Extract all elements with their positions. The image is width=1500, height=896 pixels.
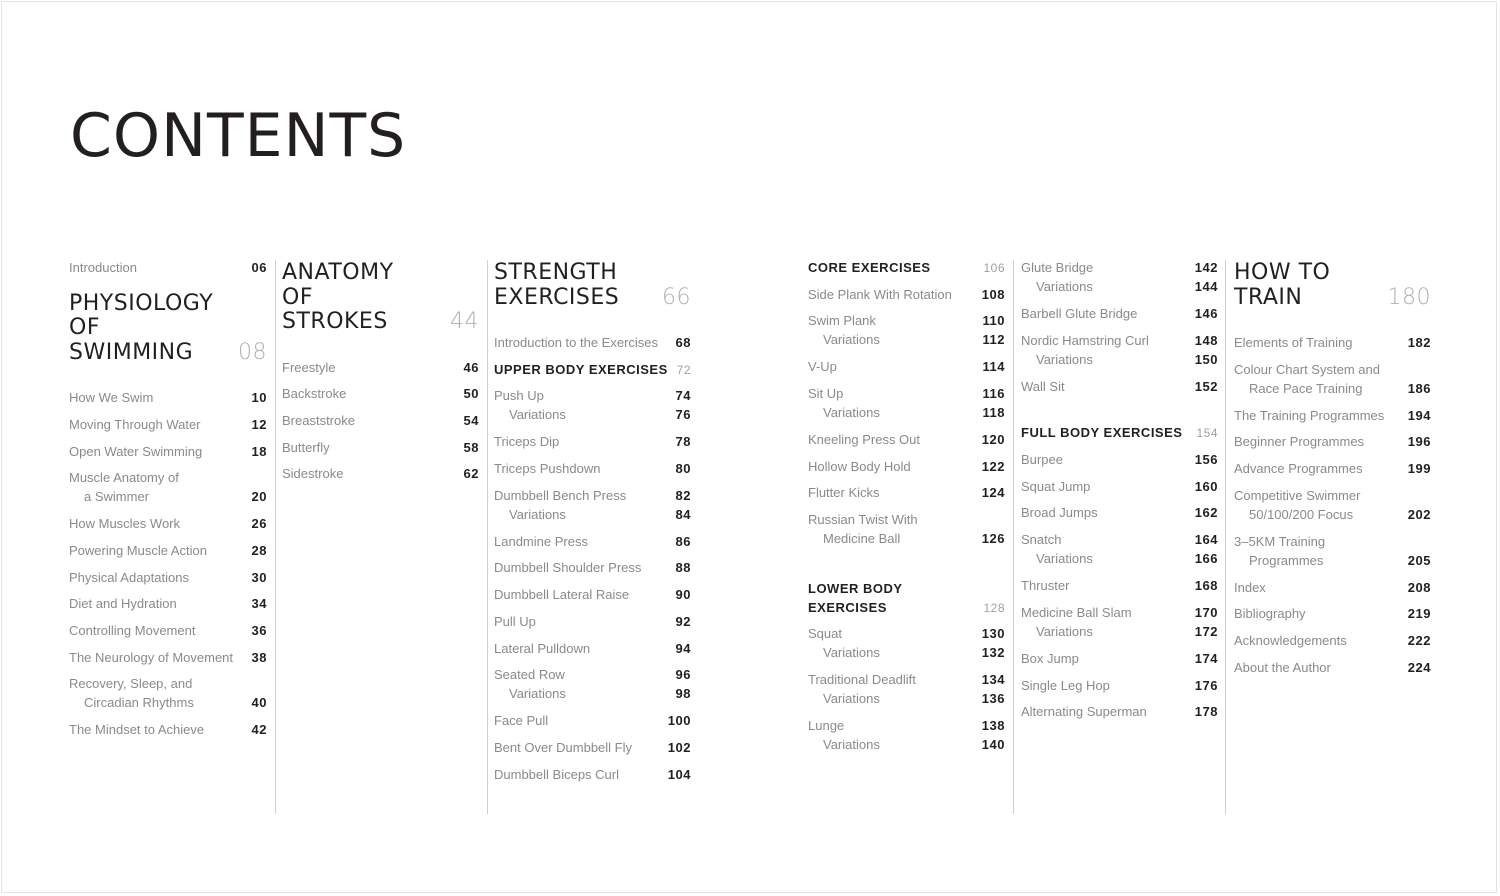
toc-entry-page: 194 xyxy=(1407,407,1431,423)
toc-entry-label: Competitive Swimmer xyxy=(1234,487,1361,503)
toc-entry-sublabel: Variations xyxy=(823,645,880,661)
toc-entry[interactable] xyxy=(1234,456,1431,483)
toc-entry-label: Traditional Deadlift xyxy=(808,672,916,688)
toc-entry-page: 110 xyxy=(982,313,1005,329)
toc-entry-page: 42 xyxy=(251,722,267,738)
toc-entry[interactable] xyxy=(494,555,691,582)
toc-entry-label: Pull Up xyxy=(494,613,536,629)
toc-entry[interactable] xyxy=(1021,500,1218,527)
section-title-line: STRENGTH xyxy=(494,260,618,285)
toc-entry-label: Lateral Pulldown xyxy=(494,640,591,656)
toc-entry-page: 162 xyxy=(1194,505,1218,521)
toc-entry-label: The Neurology of Movement xyxy=(69,649,234,665)
toc-entry-page: 40 xyxy=(251,695,267,711)
toc-entry-page: 116 xyxy=(982,386,1005,402)
toc-entry-label: Dumbbell Biceps Curl xyxy=(494,766,619,782)
toc-entry[interactable] xyxy=(1021,527,1218,573)
toc-entry-page: 186 xyxy=(1407,380,1431,396)
toc-list xyxy=(1021,255,1218,400)
toc-list xyxy=(1234,330,1431,682)
toc-entry-label: About the Author xyxy=(1234,659,1331,675)
toc-entry-page: 78 xyxy=(675,434,691,450)
toc-entry-sublabel: Circadian Rhythms xyxy=(84,695,194,711)
toc-entry-page: 130 xyxy=(981,626,1005,642)
toc-entry-label: Side Plank With Rotation xyxy=(808,286,952,302)
toc-entry-label: Butterfly xyxy=(282,439,330,455)
toc-entry-label: Physical Adaptations xyxy=(69,569,189,585)
toc-entry-sublabel: 50/100/200 Focus xyxy=(1249,506,1354,522)
toc-entry-page: 88 xyxy=(675,560,691,576)
toc-list xyxy=(808,621,1005,759)
toc-entry-page: 205 xyxy=(1407,552,1431,568)
subsection-title: LOWER BODY xyxy=(808,581,903,597)
toc-entry-label: Push Up xyxy=(494,388,544,404)
toc-entry-page: 100 xyxy=(667,713,691,729)
toc-entry-sublabel: Programmes xyxy=(1249,552,1324,568)
toc-entry-sublabel: Variations xyxy=(1036,623,1093,639)
subsection-title: FULL BODY EXERCISES xyxy=(1021,425,1183,441)
section-page: 08 xyxy=(238,339,267,365)
toc-entry-page: 18 xyxy=(251,443,267,459)
toc-entry-sublabel: Medicine Ball xyxy=(823,531,901,547)
toc-list xyxy=(494,383,691,788)
toc-entry-page: 34 xyxy=(251,596,267,612)
toc-entry-label: Alternating Superman xyxy=(1021,704,1147,720)
toc-entry[interactable] xyxy=(69,717,267,744)
toc-entry-page: 50 xyxy=(463,386,479,402)
toc-entry[interactable] xyxy=(494,582,691,609)
toc-entry-page: 90 xyxy=(675,587,691,603)
toc-entry-page: 146 xyxy=(1194,306,1218,321)
toc-column-strokes xyxy=(282,255,479,488)
toc-entry[interactable] xyxy=(69,385,267,412)
toc-entry-sublabel: Variations xyxy=(509,686,566,702)
toc-entry-label: The Training Programmes xyxy=(1234,407,1385,423)
toc-entry-page: 114 xyxy=(982,359,1005,375)
toc-entry-page: 58 xyxy=(463,439,479,455)
subsection-page: 106 xyxy=(983,261,1005,275)
toc-entry-page: 202 xyxy=(1407,506,1431,522)
toc-entry-page: 168 xyxy=(1194,578,1218,594)
toc-entry-page: 96 xyxy=(675,667,691,683)
toc-entry[interactable] xyxy=(808,282,1005,309)
toc-entry-page: 134 xyxy=(981,672,1005,688)
toc-entry-page: 76 xyxy=(675,407,691,423)
toc-entry-sublabel: Variations xyxy=(823,691,880,707)
toc-entry-page: 176 xyxy=(1194,677,1218,693)
toc-entry[interactable] xyxy=(494,735,691,762)
toc-entry-label: Snatch xyxy=(1021,532,1062,548)
toc-entry[interactable] xyxy=(1021,573,1218,600)
toc-entry[interactable] xyxy=(69,538,267,565)
toc-entry-label: Introduction xyxy=(69,260,137,275)
toc-entry[interactable] xyxy=(494,330,691,357)
toc-entry-page: 54 xyxy=(463,412,479,428)
toc-entry-label: Acknowledgements xyxy=(1234,633,1347,649)
toc-entry-page: 132 xyxy=(981,645,1005,661)
toc-entry-label: Single Leg Hop xyxy=(1021,677,1110,693)
toc-entry-page: 36 xyxy=(251,623,267,638)
column-divider xyxy=(1225,260,1226,814)
toc-entry-label: Hollow Body Hold xyxy=(808,458,911,474)
toc-entry-page: 142 xyxy=(1194,260,1218,275)
column-divider xyxy=(487,260,488,814)
toc-entry[interactable] xyxy=(808,354,1005,381)
toc-entry-page: 219 xyxy=(1407,606,1431,622)
toc-entry[interactable] xyxy=(808,713,1005,759)
toc-entry-label: Dumbbell Shoulder Press xyxy=(494,560,642,576)
toc-entry-page: 68 xyxy=(675,335,691,350)
section-title-line: SWIMMING xyxy=(69,339,194,365)
toc-entry-page: 112 xyxy=(982,332,1005,348)
subsection-page: 154 xyxy=(1196,426,1218,441)
toc-entry-page: 182 xyxy=(1407,335,1431,350)
toc-entry[interactable] xyxy=(1234,601,1431,628)
toc-entry[interactable] xyxy=(494,762,691,789)
toc-entry-page: 46 xyxy=(463,359,479,375)
toc-entry[interactable] xyxy=(494,383,691,429)
toc-entry-page: 28 xyxy=(251,542,267,558)
toc-column-train xyxy=(1234,255,1431,682)
toc-entry-label: Burpee xyxy=(1021,452,1063,468)
toc-entry-page: 26 xyxy=(251,516,267,532)
toc-entry[interactable] xyxy=(1021,374,1218,401)
toc-entry-page: 92 xyxy=(675,613,691,629)
toc-entry[interactable] xyxy=(1021,699,1218,726)
toc-entry-page: 138 xyxy=(981,718,1005,734)
toc-column-strength xyxy=(494,255,691,788)
toc-entry[interactable] xyxy=(494,529,691,556)
section-title-line: OF xyxy=(282,284,313,310)
toc-list xyxy=(808,282,1005,553)
toc-entry-label: Face Pull xyxy=(494,713,549,729)
section-title-line: HOW TO xyxy=(1234,260,1331,285)
toc-entry-label: Dumbbell Bench Press xyxy=(494,487,627,503)
section-title-line: ANATOMY xyxy=(282,260,394,285)
toc-entry-label: Advance Programmes xyxy=(1234,461,1363,477)
section-title-line: PHYSIOLOGY xyxy=(69,290,214,316)
toc-entry[interactable] xyxy=(808,480,1005,507)
toc-entry[interactable] xyxy=(69,511,267,538)
toc-entry-label: Muscle Anatomy of xyxy=(69,470,179,486)
toc-entry-label: Elements of Training xyxy=(1234,335,1353,350)
toc-entry-sublabel: Variations xyxy=(1036,279,1093,294)
toc-entry-page: 98 xyxy=(675,686,691,702)
toc-entry[interactable] xyxy=(1234,575,1431,602)
toc-entry-label: Colour Chart System and xyxy=(1234,361,1380,377)
toc-entry-label: Sidestroke xyxy=(282,466,344,482)
toc-entry-label: How We Swim xyxy=(69,390,154,406)
toc-entry[interactable] xyxy=(1021,328,1218,374)
toc-entry-label: Bibliography xyxy=(1234,606,1306,622)
toc-entry[interactable] xyxy=(69,255,267,282)
toc-entry-label: Triceps Pushdown xyxy=(494,461,601,477)
toc-entry[interactable] xyxy=(1234,483,1431,529)
toc-entry-label: Triceps Dip xyxy=(494,434,560,450)
toc-entry[interactable] xyxy=(1021,255,1218,301)
toc-entry[interactable] xyxy=(1234,628,1431,655)
toc-entry[interactable] xyxy=(69,671,267,717)
toc-entry-page: 06 xyxy=(251,260,267,275)
toc-column-physiology xyxy=(69,255,267,744)
toc-list xyxy=(1021,447,1218,726)
toc-entry[interactable] xyxy=(494,609,691,636)
toc-entry-label: Kneeling Press Out xyxy=(808,432,921,448)
toc-entry-page: 38 xyxy=(251,649,267,665)
toc-entry-page: 62 xyxy=(463,466,479,482)
section-title-line: OF xyxy=(69,315,100,341)
toc-entry-page: 102 xyxy=(667,739,691,755)
toc-entry[interactable] xyxy=(282,461,479,488)
toc-entry[interactable] xyxy=(1234,529,1431,575)
toc-entry-label: Open Water Swimming xyxy=(69,443,203,459)
section-heading[interactable] xyxy=(494,261,691,310)
toc-entry-page: 156 xyxy=(1194,452,1218,468)
toc-entry-page: 150 xyxy=(1194,351,1218,367)
toc-entry[interactable] xyxy=(1234,655,1431,682)
subsection-page: 72 xyxy=(676,362,691,377)
toc-entry-label: Moving Through Water xyxy=(69,416,201,432)
toc-entry-label: Freestyle xyxy=(282,359,336,375)
toc-entry-label: Squat Jump xyxy=(1021,478,1091,494)
toc-entry-label: Glute Bridge xyxy=(1021,260,1094,275)
toc-entry-page: 120 xyxy=(981,432,1005,448)
toc-entry-sublabel: Race Pace Training xyxy=(1249,380,1363,396)
section-page: 44 xyxy=(450,309,479,334)
toc-entry-label: Thruster xyxy=(1021,578,1070,594)
toc-entry[interactable] xyxy=(69,645,267,672)
toc-entry-label: Backstroke xyxy=(282,386,347,402)
toc-entry-sublabel: a Swimmer xyxy=(84,489,150,505)
toc-entry-page: 94 xyxy=(675,640,691,656)
toc-entry-label: Dumbbell Lateral Raise xyxy=(494,587,630,603)
toc-entry-page: 164 xyxy=(1194,532,1218,548)
page-title: CONTENTS xyxy=(70,101,407,171)
toc-entry-sublabel: Variations xyxy=(509,506,566,522)
toc-entry-page: 86 xyxy=(675,533,691,549)
toc-entry[interactable] xyxy=(494,429,691,456)
subsection-heading[interactable] xyxy=(808,575,1005,621)
toc-entry-label: Broad Jumps xyxy=(1021,505,1098,521)
toc-entry[interactable] xyxy=(69,591,267,618)
toc-entry-page: 208 xyxy=(1407,579,1431,595)
section-heading[interactable] xyxy=(282,261,479,335)
column-divider xyxy=(1013,260,1014,814)
toc-entry[interactable] xyxy=(1234,330,1431,357)
toc-entry[interactable] xyxy=(69,618,267,645)
toc-entry-page: 10 xyxy=(251,390,267,406)
toc-entry-page: 84 xyxy=(675,506,691,522)
toc-entry[interactable] xyxy=(282,435,479,462)
toc-entry[interactable] xyxy=(1021,301,1218,328)
section-title-line: EXERCISES xyxy=(494,284,620,310)
section-heading[interactable] xyxy=(1234,261,1431,310)
toc-entry[interactable] xyxy=(494,456,691,483)
toc-entry-page: 20 xyxy=(251,489,267,505)
toc-entry-page: 166 xyxy=(1194,551,1218,567)
subsection-heading[interactable] xyxy=(808,255,1005,282)
toc-entry[interactable] xyxy=(1234,403,1431,430)
toc-entry[interactable] xyxy=(494,483,691,529)
toc-entry-label: Powering Muscle Action xyxy=(69,542,208,558)
contents-page xyxy=(1,1,1497,893)
toc-entry-label: 3–5KM Training xyxy=(1234,533,1326,549)
toc-entry[interactable] xyxy=(808,427,1005,454)
toc-entry[interactable] xyxy=(808,308,1005,354)
toc-list xyxy=(282,355,479,488)
toc-entry-label: Introduction to the Exercises xyxy=(494,335,659,350)
toc-entry-label: Bent Over Dumbbell Fly xyxy=(494,739,632,755)
toc-entry-label: Recovery, Sleep, and xyxy=(69,676,193,692)
toc-entry[interactable] xyxy=(1234,357,1431,403)
toc-entry-page: 104 xyxy=(667,766,691,782)
toc-entry-label: Wall Sit xyxy=(1021,378,1065,394)
toc-entry-page: 74 xyxy=(675,388,691,404)
toc-entry-label: Swim Plank xyxy=(808,313,876,329)
subsection-title: EXERCISES xyxy=(808,600,887,616)
toc-entry-page: 148 xyxy=(1194,332,1218,348)
toc-entry[interactable] xyxy=(282,355,479,382)
toc-entry-label: Sit Up xyxy=(808,386,844,402)
section-title-line: TRAIN xyxy=(1234,284,1303,310)
toc-entry-page: 170 xyxy=(1194,604,1218,620)
section-page: 180 xyxy=(1387,284,1431,310)
toc-entry[interactable] xyxy=(494,662,691,708)
subsection-title: CORE EXERCISES xyxy=(808,260,931,275)
toc-entry-label: Russian Twist With xyxy=(808,512,918,528)
toc-entry-sublabel: Variations xyxy=(823,737,880,753)
subsection-page: 128 xyxy=(983,601,1005,616)
toc-entry-page: 82 xyxy=(675,487,691,503)
toc-entry[interactable] xyxy=(808,667,1005,713)
toc-entry-page: 30 xyxy=(251,569,267,585)
subsection-title: UPPER BODY EXERCISES xyxy=(494,361,668,377)
toc-column-core xyxy=(808,255,1005,759)
toc-entry[interactable] xyxy=(1021,673,1218,700)
toc-entry[interactable] xyxy=(69,565,267,592)
toc-entry-sublabel: Variations xyxy=(823,405,880,421)
section-page: 66 xyxy=(662,284,691,310)
toc-entry-sublabel: Variations xyxy=(1036,551,1093,567)
toc-entry-page: 126 xyxy=(981,531,1005,547)
toc-entry-page: 222 xyxy=(1407,633,1431,649)
toc-entry-page: 196 xyxy=(1407,434,1431,450)
toc-entry[interactable] xyxy=(1021,646,1218,673)
section-title-line: STROKES xyxy=(282,309,388,334)
toc-entry-label: The Mindset to Achieve xyxy=(69,722,205,738)
toc-entry[interactable] xyxy=(1021,600,1218,646)
subsection-heading[interactable] xyxy=(494,357,691,384)
toc-entry-label: Breaststroke xyxy=(282,412,355,428)
column-divider xyxy=(275,260,276,814)
toc-entry[interactable] xyxy=(494,636,691,663)
toc-entry-page: 12 xyxy=(251,416,267,432)
toc-entry-page: 108 xyxy=(981,286,1005,302)
toc-entry[interactable] xyxy=(1021,447,1218,474)
toc-entry-sublabel: Variations xyxy=(823,332,880,348)
toc-entry-sublabel: Variations xyxy=(1036,351,1093,367)
toc-entry-page: 199 xyxy=(1407,461,1431,477)
toc-entry-label: Barbell Glute Bridge xyxy=(1021,306,1138,321)
toc-entry-page: 174 xyxy=(1194,650,1218,666)
toc-entry-page: 124 xyxy=(981,485,1005,501)
toc-entry[interactable] xyxy=(282,408,479,435)
toc-entry-page: 224 xyxy=(1407,659,1431,675)
toc-list xyxy=(69,385,267,744)
toc-entry-label: V-Up xyxy=(808,359,837,375)
toc-entry[interactable] xyxy=(808,381,1005,427)
toc-entry-label: How Muscles Work xyxy=(69,516,181,532)
toc-entry[interactable] xyxy=(808,507,1005,553)
toc-entry[interactable] xyxy=(69,412,267,439)
toc-entry[interactable] xyxy=(69,465,267,511)
toc-entry-label: Lunge xyxy=(808,718,845,734)
toc-entry[interactable] xyxy=(494,708,691,735)
toc-entry-label: Flutter Kicks xyxy=(808,485,880,501)
toc-entry-label: Squat xyxy=(808,626,842,642)
section-heading[interactable] xyxy=(69,292,267,366)
toc-entry-page: 140 xyxy=(981,737,1005,753)
toc-entry-label: Medicine Ball Slam xyxy=(1021,604,1132,620)
toc-entry-page: 118 xyxy=(982,405,1005,421)
toc-entry-page: 152 xyxy=(1194,378,1218,394)
toc-entry-label: Diet and Hydration xyxy=(69,596,177,612)
toc-entry-label: Seated Row xyxy=(494,667,565,683)
toc-entry-sublabel: Variations xyxy=(509,407,566,423)
toc-entry-page: 160 xyxy=(1194,478,1218,494)
toc-entry-page: 136 xyxy=(981,691,1005,707)
toc-entry-label: Beginner Programmes xyxy=(1234,434,1365,450)
toc-entry-label: Nordic Hamstring Curl xyxy=(1021,332,1149,348)
toc-entry[interactable] xyxy=(69,439,267,466)
toc-entry[interactable] xyxy=(1021,474,1218,501)
toc-entry[interactable] xyxy=(282,381,479,408)
toc-entry-label: Index xyxy=(1234,579,1266,595)
toc-entry-page: 80 xyxy=(675,461,691,477)
toc-column-fullbody xyxy=(1021,255,1218,726)
toc-entry-label: Landmine Press xyxy=(494,533,588,549)
toc-entry-page: 172 xyxy=(1194,623,1218,639)
toc-entry[interactable] xyxy=(1234,429,1431,456)
toc-entry-label: Controlling Movement xyxy=(69,623,196,638)
toc-entry-label: Box Jump xyxy=(1021,650,1079,666)
toc-entry[interactable] xyxy=(808,454,1005,481)
toc-entry[interactable] xyxy=(808,621,1005,667)
toc-entry-page: 178 xyxy=(1194,704,1218,720)
toc-entry-page: 122 xyxy=(981,458,1005,474)
toc-entry-page: 144 xyxy=(1194,279,1218,294)
subsection-heading[interactable] xyxy=(1021,420,1218,447)
